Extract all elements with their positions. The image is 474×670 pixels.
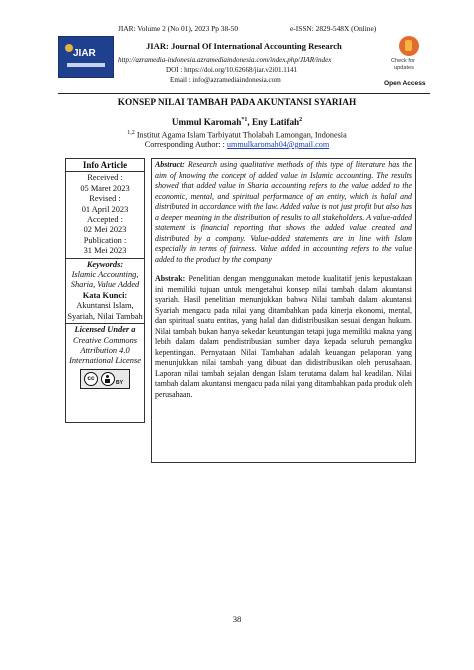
received-label: Received : — [87, 173, 123, 183]
creative-commons-icon: cc — [84, 372, 98, 386]
journal-title: JIAR: Journal Of International Accounting Research — [146, 41, 342, 51]
author-affiliation: $^{1,2}$ Institut Agama Islam Tarbiyatut Tholabah Lamongan, Indonesia — [127, 130, 347, 140]
abstract-en-label: Abstract: — [155, 160, 185, 169]
dates-section — [66, 172, 144, 258]
cc-by-badge[interactable] — [80, 369, 130, 389]
abstract-id-text: Penelitian dengan menggunakan metode kualitatif jenis kepustakaan ini memiliki tujuan untuk mengetahui konsep nilai tambah dalam akuntansi syariah. Hasil penelitian menunjukkan bahwa Nilai tambah dalam akuntansi Syariah mengacu pada nilai yang ditambahkan pada kinerja ekonomi, mental, dan spiritual suatu entitas, yang halal dan didistribusikan sesuai dengan hukum. Nilai tambah bukan hanya sekedar keuntungan tetapi juga memiliki makna yang lebih dalam dalam pendistribusian sumber daya kepada seluruh pemangku kepentingan. Pernyataan Nilai Tambahan adalah keuangan pelaporan yang menunjukkan nilai tambah yang dibuat dan didistribusikan oleh perusahaan. Laporan nilai tambah sejalan dengan Islam terutama dalam hal keadilan. Nilai tambah dalam akuntansi mengacu pada nilai yang ditambahkan pada produk oleh perusahaan. — [155, 274, 412, 399]
journal-email[interactable]: Email : info@azramediaindonesia.com — [170, 76, 281, 84]
attribution-person-icon — [101, 372, 115, 386]
logo-text: JIAR — [73, 48, 96, 59]
abstract-indonesian — [155, 274, 412, 400]
info-article-header: Info Article — [66, 159, 144, 172]
journal-logo — [58, 36, 114, 78]
logo-subtitle-bar — [67, 63, 105, 67]
check-updates-line2: updates — [394, 65, 414, 71]
abstract-box — [151, 158, 416, 463]
check-updates-line1: Check for — [391, 58, 415, 64]
info-article-box — [65, 158, 145, 423]
license-label: Licensed Under a — [74, 325, 136, 335]
revised-label: Revised : — [89, 194, 121, 204]
keywords-value: Islamic Accounting, Sharia, Value Added — [70, 270, 140, 290]
check-for-updates-badge[interactable] — [389, 36, 429, 80]
issn-info: e-ISSN: 2829-548X (Online) — [290, 24, 377, 33]
journal-header — [58, 36, 430, 92]
journal-doi[interactable]: DOI : https://doi.org/10.62668/jiar.v2i01.1141 — [166, 66, 298, 74]
kata-kunci-label: Kata Kunci: — [82, 290, 128, 300]
volume-info: JIAR: Volume 2 (No 01), 2023 Pp 38-50 — [118, 24, 239, 33]
abstract-id-label: Abstrak: — [155, 274, 186, 283]
corresponding-author — [0, 140, 474, 149]
cc-by-text: BY — [116, 379, 123, 386]
article-authors: Ummul Karomah$^{*1}$, Eny Latifah$^2$ — [171, 117, 303, 128]
corr-email-link[interactable]: ummulkaromah04@gmail.com — [226, 140, 330, 149]
revised-date: 01 April 2023 — [81, 204, 129, 214]
journal-url[interactable]: http://azramedia-indonesia.azramediaindonesia.com/index.php/JIAR/index — [118, 56, 332, 64]
abstract-en-text: Research using qualitative methods of this type of literature has the aim of knowing the concept of added value in Islamic accounting. The results showed that added value in Sharia accounting refers to the value added to the economic, mental, and spiritual performance of an entity, which is halal and distributed in accordance with the law. Added value is not just profit but also has a deeper meaning in the distribution of results to all stakeholders. A value-added statement is financial reporting that shows the added value created and distributed by a company. Value-added statements are in line with Islam especially in terms of fairness. Value added in accounting refers to the value added to the product by the company — [155, 160, 412, 264]
header-divider — [58, 93, 430, 94]
open-access-label: Open Access — [384, 80, 426, 87]
publication-label: Publication : — [83, 235, 127, 245]
license-section — [66, 324, 144, 393]
accepted-label: Accepted : — [86, 215, 124, 225]
accepted-date: 02 Mei 2023 — [83, 225, 127, 235]
page-number: 38 — [232, 614, 242, 624]
check-updates-icon — [399, 36, 419, 56]
kata-kunci-value: Akuntansi Islam, Syariah, Nilai Tambah — [67, 301, 143, 321]
abstract-english — [155, 160, 412, 265]
received-date: 05 Maret 2023 — [80, 183, 130, 193]
article-title: KONSEP NILAI TAMBAH PADA AKUNTANSI SYARIAH — [117, 98, 357, 108]
keywords-label: Keywords: — [86, 259, 124, 269]
publication-date: 31 Mei 2023 — [83, 246, 127, 256]
keywords-section — [66, 259, 144, 324]
corr-label: Corresponding Author: : — [144, 140, 227, 149]
logo-emblem-icon — [65, 44, 73, 52]
license-value[interactable]: Creative Commons Attribution 4.0 International License — [69, 335, 141, 366]
